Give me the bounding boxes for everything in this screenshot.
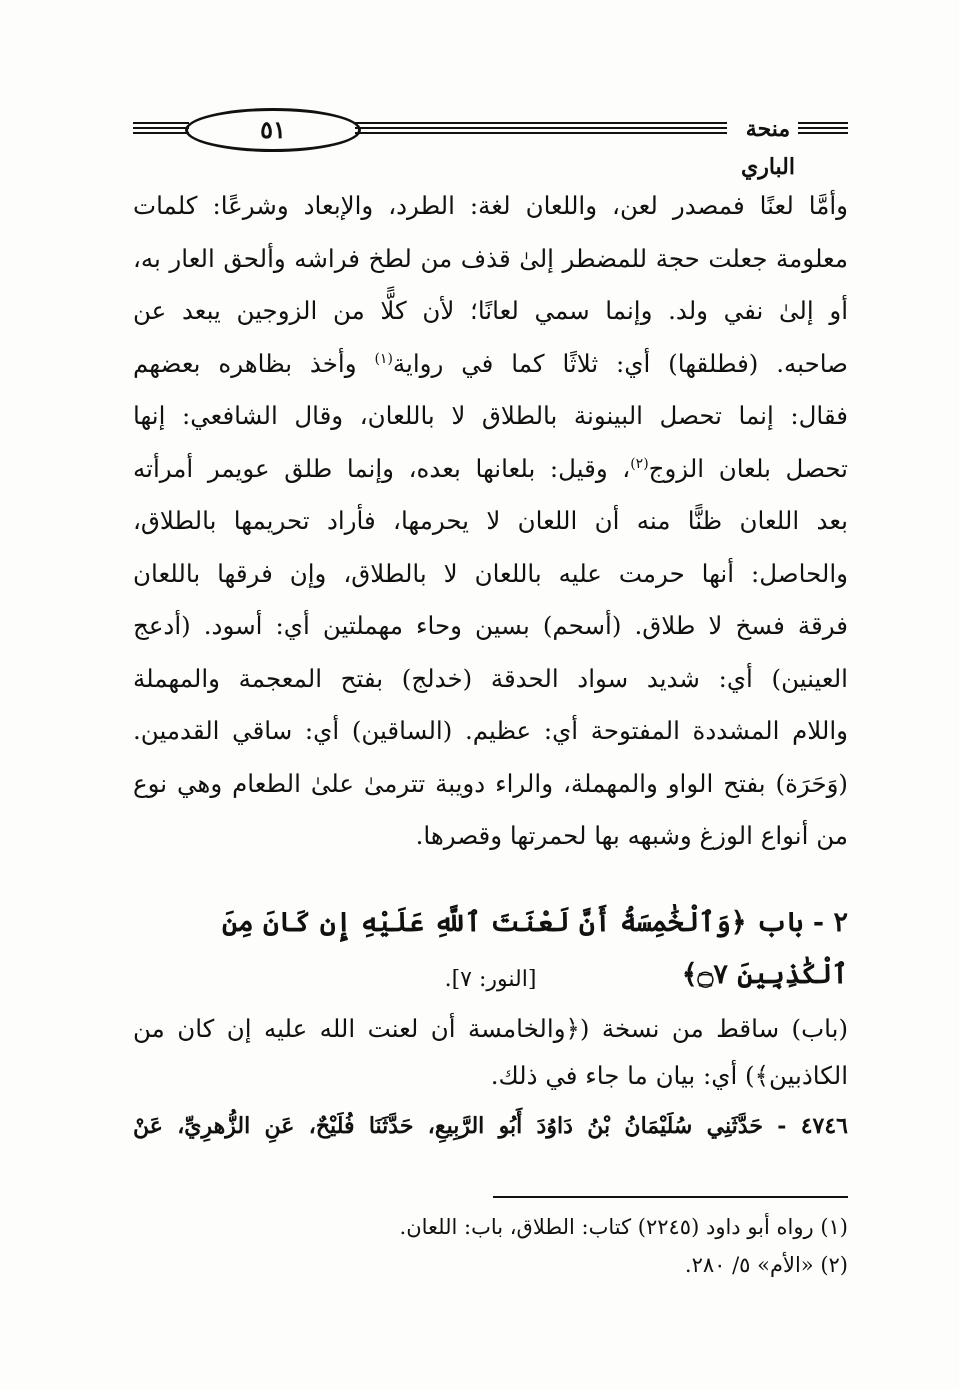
text-line: (وَحَرَة) بفتح الواو والمهملة، والراء دويبة تترمىٰ علىٰ الطعام وهي نوع: [133, 768, 848, 798]
text-line: من أنواع الوزغ وشبهه بها لحمرتها وقصرها.: [415, 821, 848, 850]
text-line: تحصل بلعان الزوج$^{(٢)}$، وقيل: بلعانها بعده، وإنما طلق عويمر أمرأته: [133, 453, 848, 483]
footnote-separator: [493, 1196, 848, 1198]
header-rule-left: [133, 122, 189, 140]
text-line: معلومة جعلت حجة للمضطر إلىٰ قذف من لطخ فراشه وألحق العار به،: [133, 243, 848, 273]
text-line: أو إلىٰ نفي ولد. وإنما سمي لعانًا؛ لأن كلًّا من الزوجين يبعد عن: [133, 296, 848, 325]
footnotes: [133, 1208, 848, 1284]
header-rule-middle: [355, 122, 727, 140]
footnote-ref-1[interactable]: (١): [374, 350, 393, 367]
footnote-2: (٢) «الأم» ٥/ ٢٨٠.: [684, 1253, 848, 1277]
running-head: منحة الباري: [740, 116, 795, 180]
chapter-heading: ٢ - باب ﴿وَٱلْخَٰمِسَةُ أَنَّ لَعْنَتَ ٱللَّهِ عَلَيْهِ إِن كَانَ مِنَ ٱلْكَٰذِبِينَ ۝٧﴾: [222, 907, 848, 990]
text-line: الكاذبين﴾) أي: بيان ما جاء في ذلك.: [490, 1061, 848, 1090]
text-line: بعد اللعان ظنًّا منه أن اللعان لا يحرمها، فأراد تحريمها بالطلاق،: [133, 506, 848, 535]
page-header: [133, 108, 848, 180]
text-line: صاحبه. (فطلقها) أي: ثلاثًا كما في رواية$^{(١)}$ وأخذ بظاهره بعضهم: [133, 348, 848, 378]
quran-reference: [النور: ٧].: [444, 967, 537, 992]
text-line: (باب) ساقط من نسخة (﴿والخامسة أن لعنت الله عليه إن كان من: [133, 1014, 848, 1043]
footnote-ref-2[interactable]: (٢): [630, 455, 649, 472]
text-line: فقال: إنما تحصل البينونة بالطلاق لا باللعان، وقال الشافعي: إنها: [133, 401, 848, 430]
header-rule-right: [798, 122, 848, 140]
text-line: وأمَّا لعنًا فمصدر لعن، واللعان لغة: الطرد، والإبعاد وشرعًا: كلمات: [133, 191, 848, 220]
text-line: فرقة فسخ لا طلاق. (أسحم) بسين وحاء مهملتين أي: أسود. (أدعج: [133, 611, 848, 640]
hadith-isnad: ٤٧٤٦ - حَدَّثَنِي سُلَيْمَانُ بْنُ دَاوُدَ أَبُو الرَّبِيعِ، حَدَّثَنَا فُلَيْحٌ، عَنِ الزُّهرِيِّ، عَنْ: [133, 1113, 848, 1139]
chapter-commentary: [133, 1005, 848, 1099]
footnote-1: (١) رواه أبو داود (٢٢٤٥) كتاب: الطلاق، باب: اللعان.: [399, 1215, 848, 1239]
commentary-text: [133, 180, 848, 863]
text-line: واللام المشددة المفتوحة أي: عظيم. (الساقين) أي: ساقي القدمين.: [133, 716, 848, 745]
text-line: والحاصل: أنها حرمت عليه باللعان لا بالطلاق، وإن فرقها باللعان: [133, 558, 848, 588]
text-line: العينين) أي: شديد سواد الحدقة (خدلج) بفتح المعجمة والمهملة: [133, 663, 848, 693]
page-number: ٥١: [185, 108, 361, 152]
